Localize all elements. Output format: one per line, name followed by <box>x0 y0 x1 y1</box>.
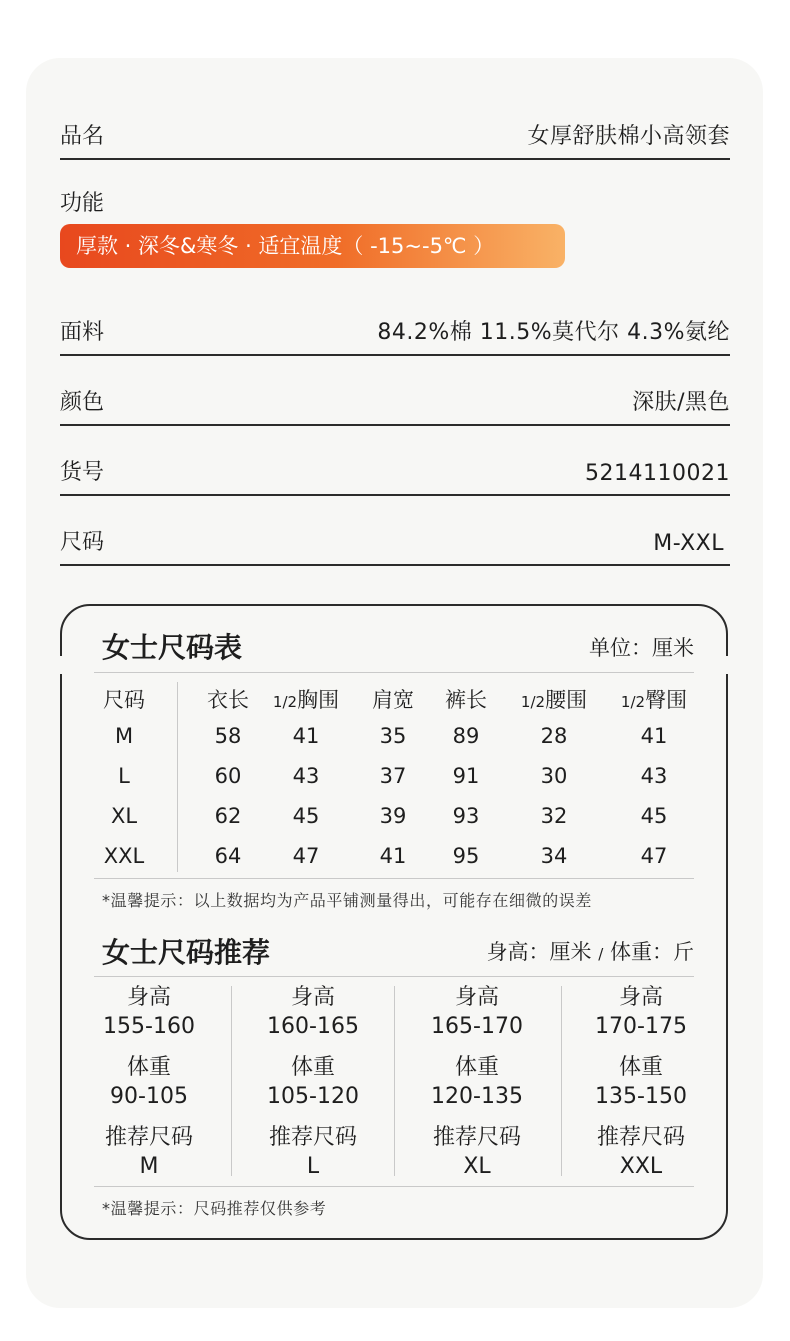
color-row <box>60 384 730 426</box>
table-cell: 39 <box>379 804 407 828</box>
table-cell: 89 <box>452 724 480 748</box>
recommend-divider-1 <box>231 986 232 1176</box>
size-chart-column-divider <box>177 682 178 872</box>
table-cell: 47 <box>640 844 668 868</box>
table-cell: 58 <box>214 724 242 748</box>
header-length: 衣长 <box>207 688 249 712</box>
table-cell: XL <box>110 804 138 828</box>
item-number-row <box>60 454 730 496</box>
header-hip: 1/2臀围 <box>620 688 688 712</box>
header-shoulder: 肩宽 <box>372 688 414 712</box>
table-cell: 34 <box>540 844 568 868</box>
size-chart-unit: 单位：厘米 <box>589 636 694 660</box>
recommend-note: *温馨提示：尺码推荐仅供参考 <box>102 1199 327 1218</box>
table-cell: M <box>114 724 134 748</box>
product-name-value: 女厚舒肤棉小高领套 <box>527 124 730 149</box>
recommend-unit-separator: / <box>598 945 604 963</box>
table-cell: 41 <box>640 724 668 748</box>
box-border-gap-left <box>56 656 64 674</box>
fabric-row <box>60 314 730 356</box>
recommend-divider-3 <box>561 986 562 1176</box>
recommend-column-3: 身高 165-170 体重 120-135 推荐尺码 XL <box>431 985 523 1179</box>
header-chest: 1/2胸围 <box>272 688 340 712</box>
recommend-bottom-divider <box>94 1186 694 1187</box>
recommend-unit <box>487 936 694 966</box>
table-cell: 28 <box>540 724 568 748</box>
half-prefix: 1/2 <box>620 693 646 711</box>
item-number-value: 5214110021 <box>585 461 730 486</box>
table-cell: 45 <box>292 804 320 828</box>
size-range-value: M-XXL <box>653 531 724 556</box>
table-cell: 45 <box>640 804 668 828</box>
table-cell: 91 <box>452 764 480 788</box>
color-label: 颜色 <box>60 390 105 415</box>
function-badge: 厚款 · 深冬&寒冬 · 适宜温度（ -15~-5℃ ） <box>60 224 565 268</box>
size-chart-title: 女士尺码表 <box>102 631 243 664</box>
table-cell: 93 <box>452 804 480 828</box>
table-cell: 47 <box>292 844 320 868</box>
table-cell: 64 <box>214 844 242 868</box>
table-cell: 32 <box>540 804 568 828</box>
header-waist: 1/2腰围 <box>520 688 588 712</box>
recommend-column-1: 身高 155-160 体重 90-105 推荐尺码 M <box>103 985 195 1179</box>
item-number-label: 货号 <box>60 460 105 485</box>
recommend-unit-height: 身高：厘米 <box>486 940 592 964</box>
recommend-top-divider <box>94 976 694 977</box>
table-cell: 62 <box>214 804 242 828</box>
table-cell: L <box>118 764 130 788</box>
header-size: 尺码 <box>103 688 145 712</box>
size-chart-note: *温馨提示：以上数据均为产品平铺测量得出，可能存在细微的误差 <box>102 891 593 910</box>
header-pants-length: 裤长 <box>445 688 487 712</box>
size-chart-top-divider <box>94 672 694 673</box>
table-cell: 95 <box>452 844 480 868</box>
half-prefix: 1/2 <box>272 693 298 711</box>
recommend-divider-2 <box>394 986 395 1176</box>
recommend-column-4: 身高 170-175 体重 135-150 推荐尺码 XXL <box>595 985 687 1179</box>
size-range-row <box>60 524 730 566</box>
table-cell: 43 <box>292 764 320 788</box>
box-border-gap-right <box>724 656 732 674</box>
size-chart-bottom-divider <box>94 878 694 879</box>
recommend-unit-weight: 体重：斤 <box>610 940 694 964</box>
table-cell: 37 <box>379 764 407 788</box>
table-cell: 60 <box>214 764 242 788</box>
product-name-label: 品名 <box>60 124 105 149</box>
table-cell: 43 <box>640 764 668 788</box>
table-cell: 41 <box>379 844 407 868</box>
table-cell: XXL <box>103 844 145 868</box>
table-cell: 41 <box>292 724 320 748</box>
half-prefix: 1/2 <box>520 693 546 711</box>
color-value: 深肤/黑色 <box>632 390 730 415</box>
recommend-title: 女士尺码推荐 <box>102 936 271 969</box>
recommend-column-2: 身高 160-165 体重 105-120 推荐尺码 L <box>267 985 359 1179</box>
size-range-label: 尺码 <box>60 530 105 555</box>
fabric-label: 面料 <box>60 320 105 345</box>
fabric-value: 84.2%棉 11.5%莫代尔 4.3%氨纶 <box>377 320 730 345</box>
table-cell: 35 <box>379 724 407 748</box>
table-cell: 30 <box>540 764 568 788</box>
function-label: 功能 <box>60 191 105 216</box>
product-name-row <box>60 118 730 160</box>
